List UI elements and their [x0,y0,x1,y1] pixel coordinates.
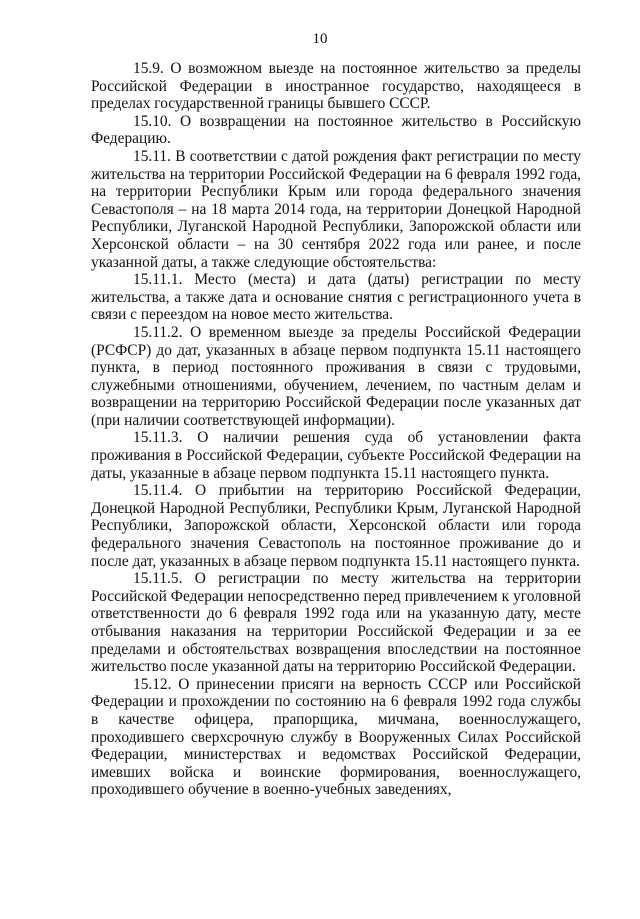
paragraph-15-11-2: 15.11.2. О временном выезде за пределы Российской Федерации (РСФСР) до дат, указанных в абзаце первом подпункта 15.11 настоящего пункта, в период постоянного проживания в связи с трудовыми, служебными отношениями, обучением, лечением, по частным делам и возвращении на территорию Российской Федерации после указанных дат (при наличии соответствующей информации). [91,323,581,429]
paragraph-15-9: 15.9. О возможном выезде на постоянное жительство за пределы Российской Федерации в иностранное государство, находящееся в пределах государственной границы бывшего СССР. [91,60,581,113]
paragraph-15-11-4: 15.11.4. О прибытии на территорию Российской Федерации, Донецкой Народной Республики, Республики Крым, Луганской Народной Республики, Запорожской области, Херсонской области или города федерального значения Севастополь на постоянное проживание до и после дат, указанных в абзаце первом подпункта 15.11 настоящего пункта. [91,482,581,570]
paragraph-15-11-5: 15.11.5. О регистрации по месту жительства на территории Российской Федерации непосредственно перед привлечением к уголовной ответственности до 6 февраля 1992 года или на указанную дату, месте отбывания наказания на территории Российской Федерации и за ее пределами и обстоятельствах возвращения впоследствии на постоянное жительство после указанной даты на территорию Российской Федерации. [91,570,581,676]
paragraph-15-11-3: 15.11.3. О наличии решения суда об установлении факта проживания в Российской Федерации, субъекте Российской Федерации на даты, указанные в абзаце первом подпункта 15.11 настоящего пункта. [91,429,581,482]
paragraph-15-11-1: 15.11.1. Место (места) и дата (даты) регистрации по месту жительства, а также дата и основание снятия с регистрационного учета в связи с переездом на новое место жительства. [91,271,581,324]
document-body [91,60,581,799]
page-number: 10 [312,31,328,47]
paragraph-15-10: 15.10. О возвращении на постоянное жительство в Российскую Федерацию. [91,112,581,148]
paragraph-15-12: 15.12. О принесении присяги на верность СССР или Российской Федерации и прохождении по состоянию на 6 февраля 1992 года службы в качестве офицера, прапорщика, мичмана, военнослужащего, проходившего сверхсрочную службу в Вооруженных Силах Российской Федерации, министерствах и ведомствах Российской Федерации, имевших войска и воинские формирования, военнослужащего, проходившего обучение в военно-учебных заведениях, [91,675,581,799]
paragraph-15-11: 15.11. В соответствии с датой рождения факт регистрации по месту жительства на территории Российской Федерации на 6 февраля 1992 года, на территории Республики Крым или города федерального значения Севастополя – на 18 марта 2014 года, на территории Донецкой Народной Республики, Луганской Народной Республики, Запорожской области или Херсонской области – на 30 сентября 2022 года или ранее, и после указанной даты, а также следующие обстоятельства: [91,147,581,271]
